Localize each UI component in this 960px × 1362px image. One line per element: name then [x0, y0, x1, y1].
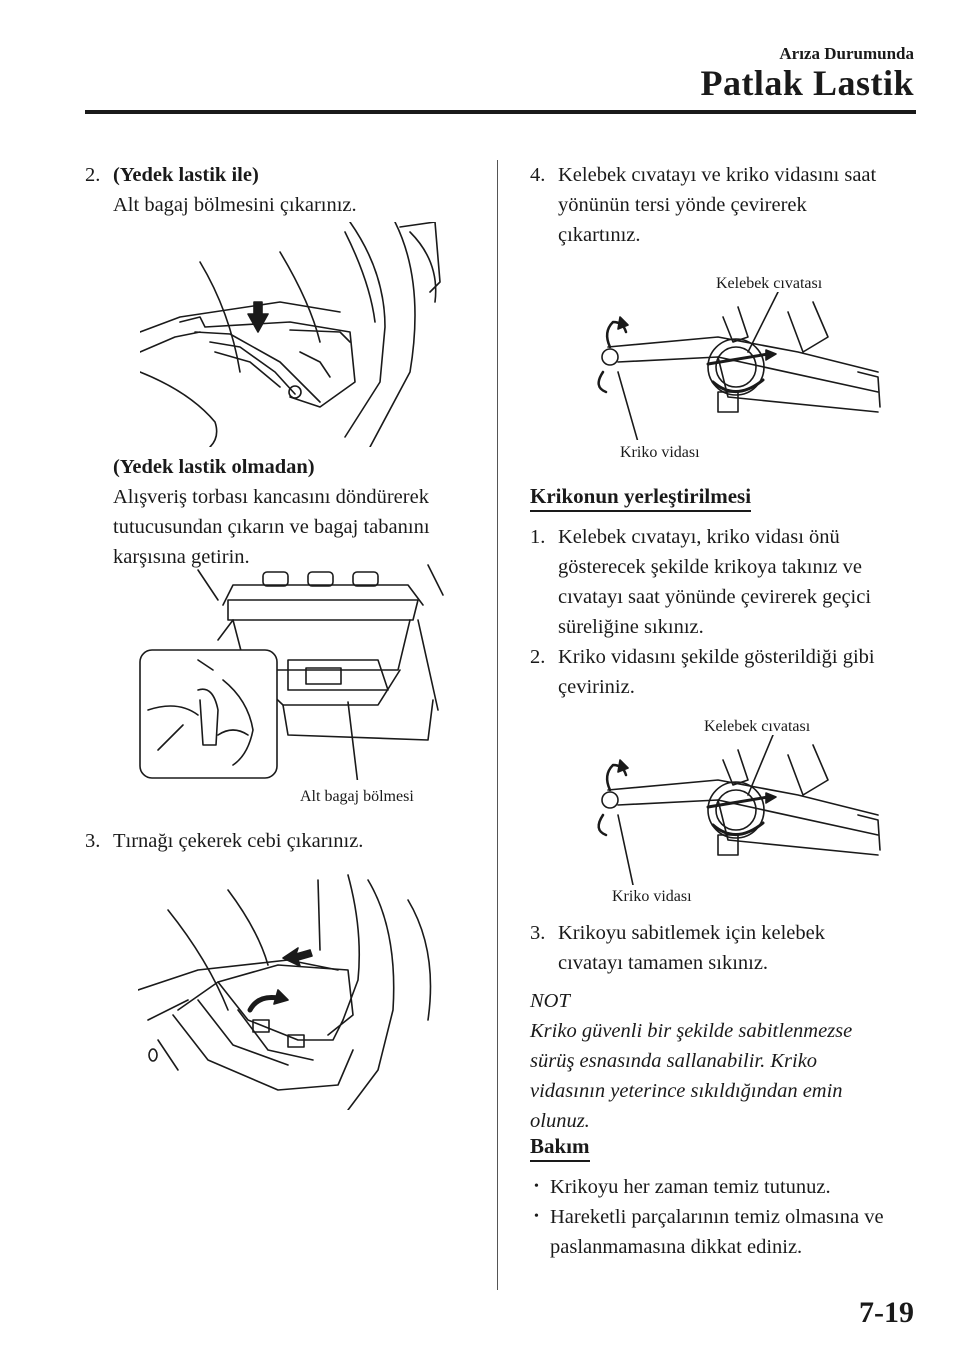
trunk-spare-tire-illustration	[140, 222, 450, 447]
jack-wing-bolt-illustration	[588, 292, 888, 440]
section-jack-placement: Krikonun yerleştirilmesi	[530, 484, 751, 509]
alt-line-2: tutucusundan çıkarın ve bagaj tabanını	[113, 516, 430, 538]
jack-screw-illustration	[588, 735, 888, 885]
care-title: Bakım	[530, 1134, 590, 1159]
step-2-text: Alt bagaj bölmesini çıkarınız.	[113, 194, 357, 216]
step-2-heading: 2. (Yedek lastik ile)	[85, 164, 259, 186]
fig2-label: Alt bagaj bölmesi	[300, 788, 414, 805]
s2-line-1: 2. Kriko vidasını şekilde gösterildiği gibi	[530, 646, 875, 668]
s1-line-3: cıvatayı saat yönünde çevirerek geçici	[558, 586, 872, 608]
page-number: 7-19	[859, 1296, 914, 1329]
fig4-label-top: Kelebek cıvatası	[716, 275, 823, 292]
alt-line-3: karşısına getirin.	[113, 546, 250, 568]
s3-line-1: 3. Krikoyu sabitlemek için kelebek	[530, 922, 825, 944]
pocket-removal-illustration	[138, 870, 458, 1110]
chapter-label: Arıza Durumunda	[779, 44, 914, 63]
alt-heading: (Yedek lastik olmadan)	[113, 456, 315, 478]
note-line-3: vidasının yeterince sıkıldığından emin	[530, 1080, 843, 1102]
note-title: NOT	[530, 990, 570, 1012]
s1-line-4: süreliğine sıkınız.	[558, 616, 704, 638]
header-divider	[85, 110, 916, 114]
s1-line-2: gösterecek şekilde krikoya takınız ve	[558, 556, 862, 578]
care-item-2-cont: paslanmamasına dikkat ediniz.	[550, 1236, 803, 1258]
alt-line-1: Alışveriş torbası kancasını döndürerek	[113, 486, 429, 508]
s1-line-1: 1. Kelebek cıvatayı, kriko vidası önü	[530, 526, 840, 548]
s2-line-2: çeviriniz.	[558, 676, 635, 698]
step-3: 3. Tırnağı çekerek cebi çıkarınız.	[85, 830, 364, 852]
care-item-1: • Krikoyu her zaman temiz tutunuz.	[550, 1172, 831, 1202]
note-line-2: sürüş esnasında sallanabilir. Kriko	[530, 1050, 818, 1072]
trunk-hook-illustration	[138, 560, 448, 780]
note-line-1: Kriko güvenli bir şekilde sabitlenmezse	[530, 1020, 853, 1042]
fig4-label-bottom: Kriko vidası	[620, 444, 700, 461]
step-4-line-2: yönünün tersi yönde çevirerek	[558, 194, 807, 216]
step-4-line-1: 4. Kelebek cıvatayı ve kriko vidasını saat	[530, 164, 877, 186]
fig5-label-bottom: Kriko vidası	[612, 888, 692, 905]
page-title: Patlak Lastik	[700, 63, 914, 103]
step-4-line-3: çıkartınız.	[558, 224, 641, 246]
fig5-label-top: Kelebek cıvatası	[704, 718, 811, 735]
s3-line-2: cıvatayı tamamen sıkınız.	[558, 952, 769, 974]
note-line-4: olunuz.	[530, 1110, 590, 1132]
column-divider	[497, 160, 498, 1290]
care-item-2: • Hareketli parçalarının temiz olmasına ve	[550, 1202, 884, 1232]
